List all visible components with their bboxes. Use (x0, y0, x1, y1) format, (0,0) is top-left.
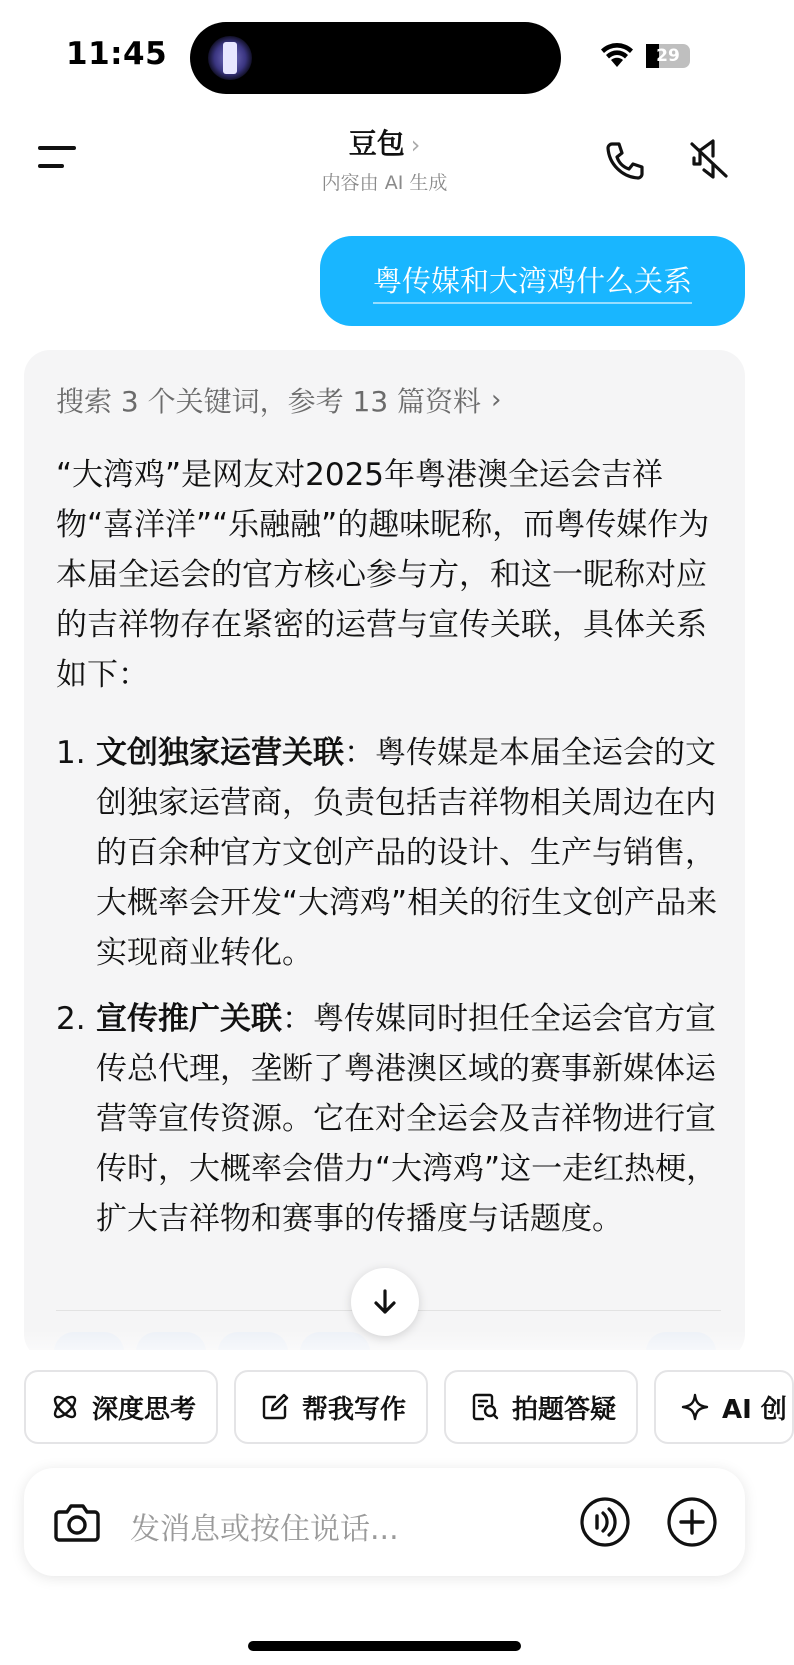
deep-think-label: 深度思考 (92, 1394, 197, 1425)
answer-points-list (56, 728, 721, 1260)
point-title: 文创独家运营关联 (96, 735, 344, 771)
battery-level: 29 (656, 46, 680, 66)
message-input-bar (24, 1468, 745, 1576)
user-message-text: 粤传媒和大湾鸡什么关系 (373, 259, 692, 304)
doc-search-icon (470, 1392, 500, 1422)
ai-create-label: AI 创 (722, 1394, 787, 1425)
user-message-bubble[interactable] (320, 236, 745, 326)
list-number: 1. (56, 735, 86, 771)
content-fade (0, 1330, 769, 1370)
ai-generated-note: 内容由 AI 生成 (321, 172, 448, 194)
status-time: 11:45 (66, 36, 168, 72)
flashlight-icon (223, 42, 237, 74)
list-item (56, 728, 721, 978)
sparkle-icon (680, 1392, 710, 1422)
battery-icon (646, 44, 690, 68)
help-me-write-button[interactable] (234, 1370, 428, 1444)
arrow-down-icon (371, 1288, 399, 1316)
edit-icon (260, 1392, 290, 1422)
message-input[interactable]: 发消息或按住说话... (130, 1512, 399, 1547)
mute-speaker-button[interactable] (686, 136, 732, 182)
search-references-text: 搜索 3 个关键词，参考 13 篇资料 (56, 385, 482, 418)
camera-button[interactable] (54, 1500, 100, 1544)
chat-title-text: 豆包 (348, 127, 405, 160)
voice-call-button[interactable] (579, 1496, 631, 1548)
point-title: 宣传推广关联 (96, 1001, 282, 1037)
photo-question-button[interactable] (444, 1370, 638, 1444)
point-text: ：粤传媒同时担任全运会官方宣传总代理，垄断了粤港澳区域的赛事新媒体运营等宣传资源。它在对全运会及吉祥物进行宣传时，大概率会借力“大湾鸡”这一走红热梗，扩大吉祥物和赛事的传播度与话题度。 (96, 1001, 718, 1237)
ai-create-button[interactable] (654, 1370, 794, 1444)
photo-question-label: 拍题答疑 (512, 1394, 617, 1425)
assistant-answer-card (24, 350, 745, 1360)
atom-icon (50, 1392, 80, 1422)
add-attachment-button[interactable] (666, 1496, 718, 1548)
answer-intro: “大湾鸡”是网友对2025年粤港澳全运会吉祥物“喜洋洋”“乐融融”的趣味昵称，而粤传媒作为本届全运会的官方核心参与方，和这一昵称对应的吉祥物存在紧密的运营与宣传关联，具体关系如下： (56, 457, 710, 693)
list-number: 2. (56, 1001, 86, 1037)
list-item (56, 994, 721, 1244)
chevron-right-icon: › (491, 385, 502, 415)
phone-call-button[interactable] (602, 138, 648, 184)
search-references-link[interactable] (56, 380, 501, 420)
home-indicator (248, 1641, 521, 1651)
deep-think-button[interactable] (24, 1370, 218, 1444)
chevron-right-icon: › (410, 131, 421, 159)
point-text: ：粤传媒是本届全运会的文创独家运营商，负责包括吉祥物相关周边在内的百余种官方文创产品的设计、生产与销售，大概率会开发“大湾鸡”相关的衍生文创产品来实现商业转化。 (96, 735, 718, 971)
chat-title[interactable] (0, 122, 769, 162)
scroll-to-bottom-button[interactable] (351, 1268, 419, 1336)
dynamic-island (190, 22, 561, 94)
wifi-icon (600, 42, 634, 68)
help-me-write-label: 帮我写作 (302, 1394, 407, 1425)
